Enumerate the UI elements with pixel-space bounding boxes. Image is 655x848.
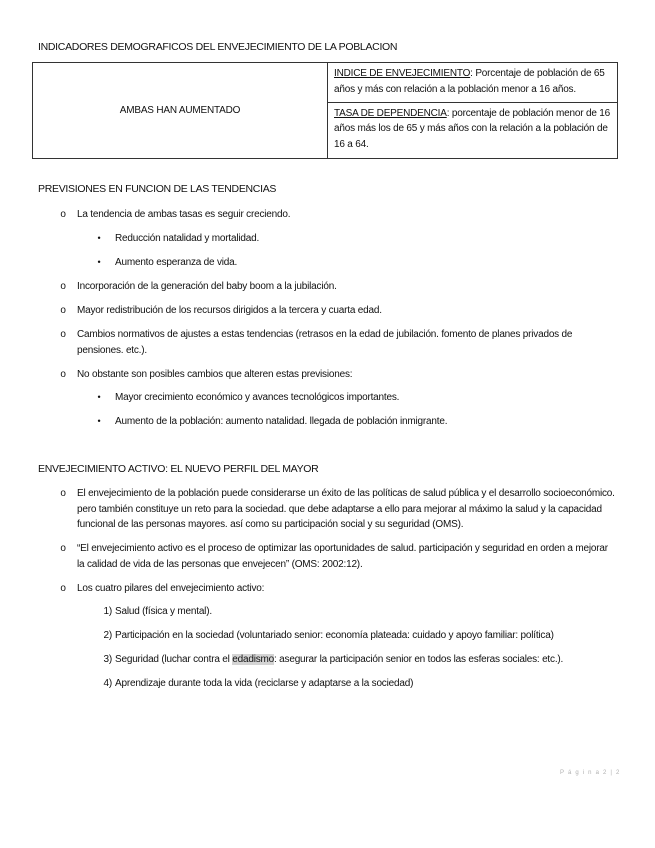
item-number: 3): [103, 654, 112, 665]
dot-bullet-icon: •: [97, 257, 101, 267]
dot-bullet-icon: •: [97, 416, 101, 426]
section-heading-forecasts: PREVISIONES EN FUNCION DE LAS TENDENCIAS: [38, 183, 277, 195]
circle-bullet-icon: o: [60, 369, 66, 380]
definition-aging-index: : Porcentaje de población de 65 años y más con relación a la población menor a 16 años.: [334, 68, 605, 95]
circle-bullet-icon: o: [60, 543, 66, 554]
circle-bullet-icon: o: [60, 209, 66, 220]
table-cell-aging-index: [328, 63, 618, 103]
item-number: 1): [103, 606, 112, 617]
term-dependency-rate: TASA DE DEPENDENCIA: [334, 107, 447, 119]
table-cell-dependency-rate: [328, 102, 618, 158]
term-aging-index: INDICE DE ENVEJECIMIENTO: [334, 68, 471, 79]
document-title: INDICADORES DEMOGRAFICOS DEL ENVEJECIMIENTO DE LA POBLACION: [38, 41, 398, 53]
definition-dependency-rate: : porcentaje de población menor de 16 años más los de 65 y más años con la relación a la población de 16 a 64.: [334, 107, 610, 150]
page-number: P á g i n a 2 | 2: [560, 770, 621, 776]
circle-bullet-icon: o: [60, 583, 66, 594]
section-heading-active-aging: ENVEJECIMIENTO ACTIVO: EL NUEVO PERFIL DEL MAYOR: [38, 463, 319, 475]
dot-bullet-icon: •: [97, 233, 101, 243]
document-page: INDICADORES DEMOGRAFICOS DEL ENVEJECIMIENTO DE LA POBLACION AMBAS HAN AUMENTADO INDICE DE ENVEJECIMIENTO: Porcentaje de población de 65 años y más con relación a la población menor a 16 años. TASA DE DEPENDENCIA: porcentaje de población menor de 16 años más los de 65 y más años con la relación a la población de 16 a 64. PREVISIONES EN FUNCION DE LAS TENDENCIAS o La tendencia de ambas tasas es seguir creciendo. • Reducción natalidad y mortalidad. • Aumento esperanza de vida. o Incorporación de la generación del baby boom a la jubilación. o Mayor redistribución de los recursos dirigidos a la tercera y cuarta edad. o Cambios normativos de ajustes a estas tendencias (retrasos en la edad de jubilación. fomento de planes privados de pensiones. etc.). o No obstante son posibles cambios que alteren estas previsiones: • Mayor crecimiento económico y avances tecnológicos importantes. • Aumento de la población: aumento natalidad. llegada de población inmigrante. ENVEJECIMIENTO ACTIVO: EL NUEVO PERFIL DEL MAYOR o El envejecimiento de la población puede considerarse un éxito de las políticas de salud pública y el desarrollo socioeconómico. pero también constituye un reto para la sociedad. que debe adaptarse a ello para mejorar al máximo la salud y la capacidad funcional de las personas mayores. así como su participación social y su seguridad (OMS). o “El envejecimiento activo es el proceso de optimizar las oportunidades de salud. participación y seguridad en orden a mejorar la calidad de vida de las personas que envejecen” (OMS: 2002:12). o Los cuatro pilares del envejecimiento activo: 1) Salud (física y mental). 2) Participación en la sociedad (voluntariado senior: economía plateada: cuidado y apoyo familiar: política) 3) Seguridad (luchar contra el edadismo: asegurar la participación senior en todos las esferas sociales: etc.). 4) Aprendizaje durante toda la vida (reciclarse y adaptarse a la sociedad) P á g i n a 2 | 2: [0, 0, 655, 848]
item-number: 2): [103, 630, 112, 641]
circle-bullet-icon: o: [60, 329, 66, 340]
dot-bullet-icon: •: [97, 392, 101, 402]
item-number: 4): [103, 678, 112, 689]
circle-bullet-icon: o: [60, 488, 66, 499]
indicators-table: [32, 62, 618, 159]
table-summary-cell: AMBAS HAN AUMENTADO: [33, 63, 328, 159]
circle-bullet-icon: o: [60, 305, 66, 316]
highlighted-word: edadismo: [232, 654, 275, 665]
circle-bullet-icon: o: [60, 281, 66, 292]
